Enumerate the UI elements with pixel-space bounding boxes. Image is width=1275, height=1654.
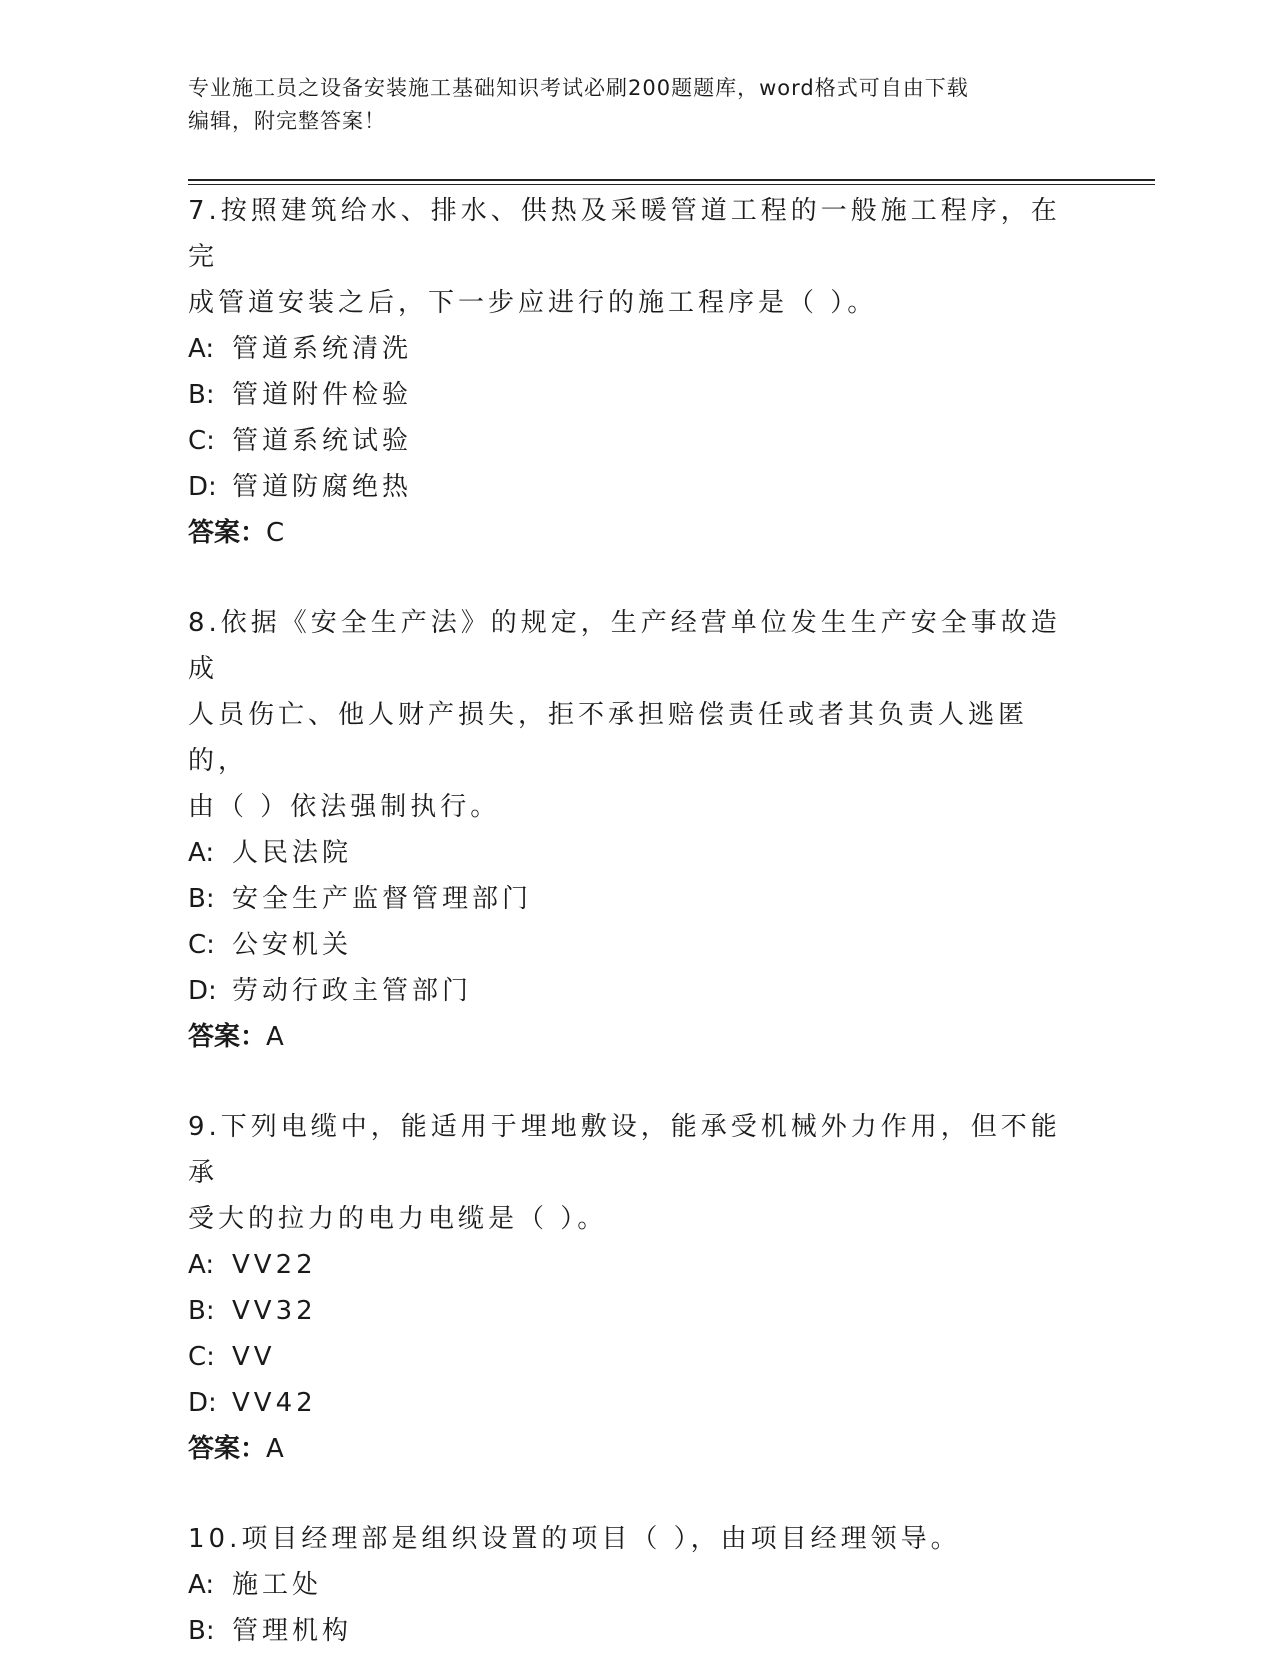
option-c: [188, 418, 1068, 464]
option-letter: D:: [188, 1388, 217, 1418]
question-9: [188, 1104, 1068, 1472]
option-text: 安全生产监督管理部门: [232, 884, 533, 914]
question-8: [188, 600, 1068, 1060]
option-b: [188, 876, 1068, 922]
answer-label: 答案：: [188, 518, 267, 548]
option-text: 公安机关: [232, 930, 353, 960]
question-stem-line: 9.下列电缆中，能适用于埋地敷设，能承受机械外力作用，但不能承: [188, 1112, 1061, 1188]
question-stem-line: 7.按照建筑给水、排水、供热及采暖管道工程的一般施工程序，在完: [188, 196, 1061, 272]
option-a: [188, 1562, 1068, 1608]
answer-value: C: [266, 518, 285, 548]
option-letter: B:: [188, 1296, 215, 1326]
option-text: VV22: [232, 1250, 317, 1280]
option-c: [188, 1334, 1068, 1380]
option-letter: B:: [188, 1616, 215, 1646]
option-letter: A:: [188, 1570, 215, 1600]
option-d: [188, 968, 1068, 1014]
option-text: 管道系统清洗: [232, 334, 413, 364]
option-text: VV32: [232, 1296, 317, 1326]
answer-value: A: [266, 1434, 284, 1464]
question-stem-line: 受大的拉力的电力电缆是（ ）。: [188, 1204, 608, 1234]
option-text: VV42: [232, 1388, 317, 1418]
option-letter: C:: [188, 426, 215, 456]
option-letter: C:: [188, 1342, 215, 1372]
question-stem-line: 由（ ）依法强制执行。: [188, 792, 501, 822]
option-a: [188, 830, 1068, 876]
spacer: [188, 1060, 1068, 1104]
header-line-2: 编辑，附完整答案！: [188, 109, 386, 133]
question-10: [188, 1516, 1068, 1654]
option-text: VV: [232, 1342, 276, 1372]
answer-label: 答案：: [188, 1022, 267, 1052]
answer-value: A: [266, 1022, 284, 1052]
option-letter: C:: [188, 930, 215, 960]
option-b: [188, 1608, 1068, 1654]
option-text: 管道防腐绝热: [232, 472, 413, 502]
question-list: [188, 188, 1068, 1654]
option-a: [188, 1242, 1068, 1288]
answer-line: [188, 510, 1068, 556]
option-text: 管理机构: [232, 1616, 353, 1646]
question-stem-line: 成管道安装之后，下一步应进行的施工程序是（ ）。: [188, 288, 878, 318]
option-letter: D:: [188, 472, 217, 502]
header-divider-thick: [188, 179, 1155, 181]
question-stem-line: 8.依据《安全生产法》的规定，生产经营单位发生生产安全事故造成: [188, 608, 1061, 684]
option-d: [188, 464, 1068, 510]
option-b: [188, 372, 1068, 418]
question-stem-line: 10.项目经理部是组织设置的项目（ ），由项目经理领导。: [188, 1524, 961, 1554]
header-line-1: 专业施工员之设备安装施工基础知识考试必刷200题题库，word格式可自由下载: [188, 76, 969, 100]
option-text: 劳动行政主管部门: [232, 976, 473, 1006]
question-stem-line: 人员伤亡、他人财产损失，拒不承担赔偿责任或者其负责人逃匿的，: [188, 700, 1029, 776]
option-text: 管道系统试验: [232, 426, 413, 456]
option-letter: A:: [188, 334, 215, 364]
option-text: 人民法院: [232, 838, 353, 868]
answer-line: [188, 1426, 1068, 1472]
option-letter: B:: [188, 380, 215, 410]
option-b: [188, 1288, 1068, 1334]
option-letter: B:: [188, 884, 215, 914]
option-letter: A:: [188, 1250, 215, 1280]
option-text: 管道附件检验: [232, 380, 413, 410]
option-c: [188, 922, 1068, 968]
option-a: [188, 326, 1068, 372]
spacer: [188, 556, 1068, 600]
option-d: [188, 1380, 1068, 1426]
option-letter: A:: [188, 838, 215, 868]
header-divider-thin: [188, 184, 1155, 185]
spacer: [188, 1472, 1068, 1516]
document-header: [188, 72, 1088, 138]
option-letter: D:: [188, 976, 217, 1006]
answer-label: 答案：: [188, 1434, 267, 1464]
question-7: [188, 188, 1068, 556]
option-text: 施工处: [232, 1570, 323, 1600]
answer-line: [188, 1014, 1068, 1060]
